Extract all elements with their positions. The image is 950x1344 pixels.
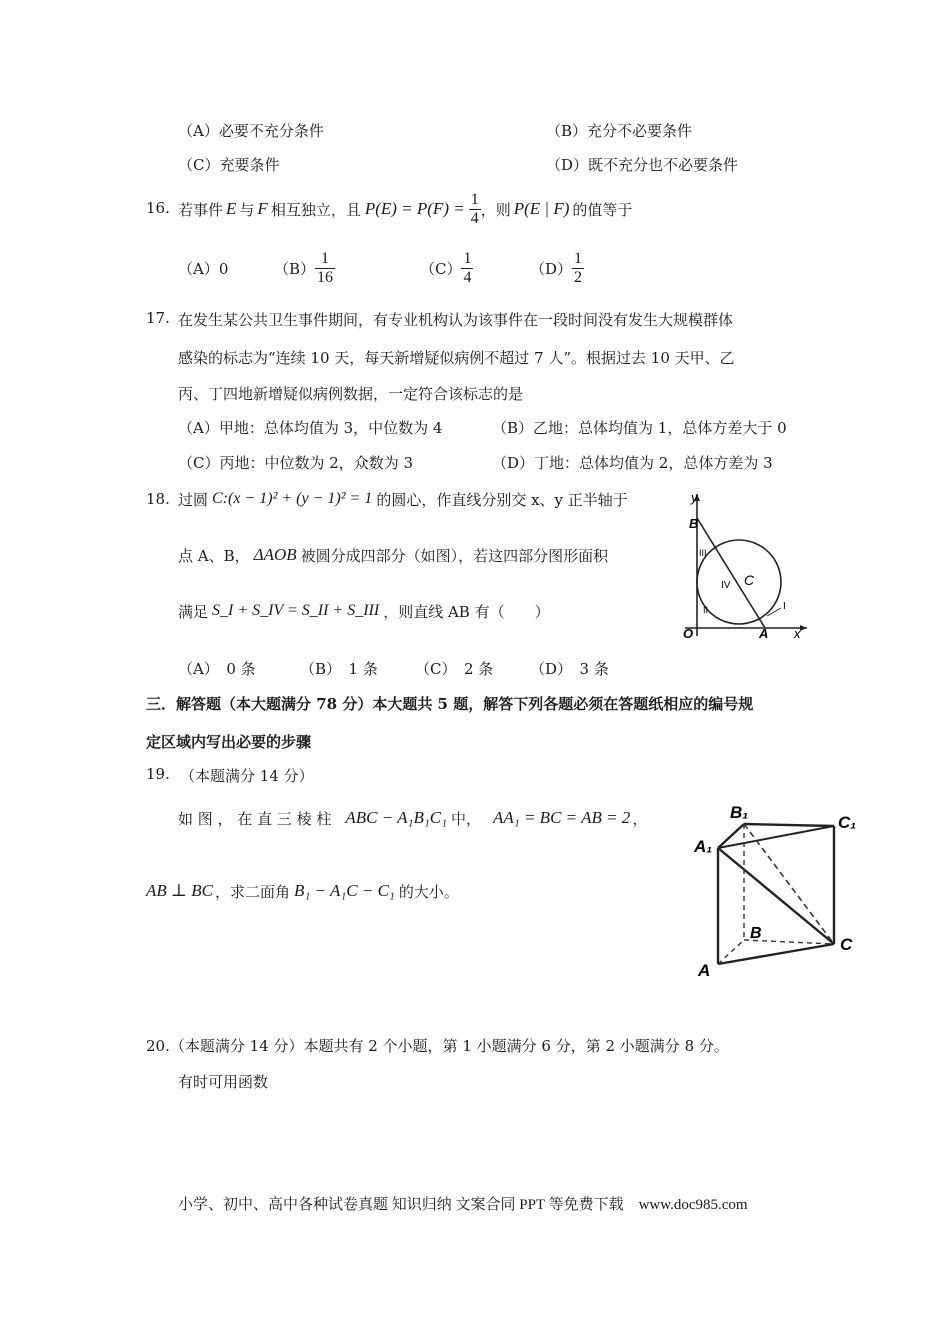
- q18-label-iii: III: [699, 548, 707, 558]
- q17-option-d: （D）丁地：总体均值为 2，总体方差为 3: [492, 454, 773, 472]
- q18-label-ii: II: [703, 605, 709, 615]
- q16-option-d-fraction: [572, 250, 584, 286]
- q18-option-a: （A） 0 条: [178, 660, 256, 678]
- q18-circle: [697, 540, 781, 624]
- q16-stem-e: 的值等于: [572, 200, 633, 219]
- q18-option-b: （B） 1 条: [300, 660, 378, 678]
- q19-label-c1: C₁: [838, 813, 857, 832]
- q18-line-1: [178, 484, 628, 514]
- q19-edge-a1c: [718, 848, 834, 944]
- q17-option-a: （A）甲地：总体均值为 3，中位数为 4: [178, 419, 443, 437]
- q16-option-c: [420, 248, 473, 288]
- q19-prism-figure: [690, 796, 865, 986]
- q16-option-b-den: 16: [317, 268, 334, 286]
- q16-option-b-num: 1: [321, 249, 330, 267]
- q18-line-2: [178, 540, 608, 570]
- q19-line-1c: ，: [632, 809, 648, 828]
- q16-option-d: [530, 248, 584, 288]
- q16-stem: [178, 189, 632, 229]
- q20-line-2: 有时可用函数: [178, 1073, 269, 1091]
- q18-circle-equation: C:(x − 1)² + (y − 1)² = 1: [212, 490, 373, 507]
- q18-option-d: （D） 3 条: [530, 660, 609, 678]
- q16-option-d-label: （D）: [530, 259, 573, 278]
- q19-label-b: B: [750, 925, 762, 942]
- q19-line-1b: 中，: [451, 809, 482, 828]
- q15-option-d: （D）既不充分也不必要条件: [546, 156, 739, 174]
- q15-option-b: （B）充分不必要条件: [546, 122, 693, 140]
- q18-line-2b: 被圆分成四部分（如图），若这四部分图形面积: [300, 546, 609, 565]
- q16-option-c-num: 1: [463, 249, 472, 267]
- q18-option-c: （C） 2 条: [415, 660, 494, 678]
- q19-edge-a1c1: [718, 826, 834, 848]
- q15-option-c: （C）充要条件: [178, 156, 280, 174]
- q16-stem-c: 相互独立，且: [270, 200, 361, 219]
- q18-line-3b: ，则直线 AB 有（ ）: [383, 602, 550, 621]
- q19-line-2: [146, 876, 459, 906]
- q16-event-f: F: [257, 199, 268, 218]
- q19-edge-ac: [718, 944, 834, 964]
- q18-label-iv: IV: [721, 580, 731, 591]
- q19-line-1a: 如 图 ， 在 直 三 棱 柱: [178, 809, 332, 828]
- q16-prob-equation: P(E) = P(F) =: [364, 199, 465, 218]
- q16-option-a-text: （A）0: [178, 259, 229, 278]
- q18-line-3a: 满足: [178, 602, 209, 621]
- q18-line-1b: 的圆心，作直线分别交 x、y 正半轴于: [376, 490, 628, 509]
- q16-option-c-label: （C）: [420, 259, 462, 278]
- q15-option-a: （A）必要不充分条件: [178, 122, 324, 140]
- q16-option-b-label: （B）: [274, 259, 316, 278]
- q19-label-a: A: [698, 961, 711, 980]
- q18-triangle: ΔAOB: [253, 545, 297, 564]
- q16-fraction-num: 1: [470, 190, 479, 208]
- q19-prism: ABC − A₁B₁C₁: [345, 808, 448, 827]
- q16-number: 16.: [146, 199, 170, 217]
- q16-conditional: P(E | F): [513, 199, 570, 218]
- q17-option-c: （C）丙地：中位数为 2，众数为 3: [178, 454, 414, 472]
- q16-option-c-fraction: [461, 250, 473, 286]
- q19-line-1: [178, 803, 647, 833]
- q19-perpendicular: AB ⊥ BC: [146, 881, 213, 900]
- q16-option-b: [274, 248, 335, 288]
- q18-label-x: x: [794, 626, 801, 638]
- q16-fraction-den: 4: [470, 209, 479, 227]
- q16-option-b-fraction: [315, 250, 335, 286]
- q18-number: 18.: [146, 490, 170, 508]
- q17-option-b: （B）乙地：总体均值为 1，总体方差大于 0: [492, 419, 787, 437]
- q19-dihedral-angle: B₁ − A₁C − C₁: [294, 881, 395, 900]
- q18-label-c: C: [744, 572, 755, 588]
- q19-score: （本题满分 14 分）: [180, 767, 314, 785]
- q19-equal-edges: AA₁ = BC = AB = 2: [493, 808, 631, 827]
- q18-x-arrow-icon: [800, 625, 807, 631]
- q16-stem-d: ，则: [480, 200, 511, 219]
- q20-line-1: 20.（本题满分 14 分）本题共有 2 个小题，第 1 小题满分 6 分，第 2 小题满分 8 分。: [146, 1037, 729, 1055]
- q16-option-d-den: 2: [574, 268, 583, 286]
- q16-option-a: [178, 248, 228, 288]
- q17-number: 17.: [146, 309, 170, 327]
- q17-line-1: 在发生某公共卫生事件期间，有专业机构认为该事件在一段时间没有发生大规模群体: [178, 311, 734, 329]
- q19-number: 19.: [146, 765, 170, 783]
- q16-stem-a: 若事件: [178, 200, 224, 219]
- q18-area-equation: S_I + S_IV = S_II + S_III: [212, 602, 380, 619]
- q18-label-i: I: [783, 601, 786, 612]
- q17-line-2: 感染的标志为“连续 10 天，每天新增疑似病例不超过 7 人”。根据过去 10 天甲、乙: [178, 349, 735, 367]
- q16-event-e: E: [226, 199, 237, 218]
- q18-line-3: [178, 596, 550, 626]
- q17-line-3: 丙、丁四地新增疑似病例数据，一定符合该标志的是: [178, 385, 524, 403]
- q18-line-2a: 点 A、B，: [178, 546, 250, 565]
- page-footer: 小学、初中、高中各种试卷真题 知识归纳 文案合同 PPT 等免费下载 www.doc985.com: [178, 1197, 748, 1213]
- q18-circle-figure: [675, 488, 815, 638]
- q18-label-a: A: [759, 626, 769, 638]
- q16-option-d-num: 1: [574, 249, 583, 267]
- q16-stem-b: 与: [239, 200, 255, 219]
- q18-label-y: y: [691, 490, 698, 505]
- section3-heading-line-2: 定区域内写出必要的步骤: [146, 733, 312, 751]
- q18-label-b: B: [689, 516, 699, 531]
- q19-edge-b1c1: [744, 824, 834, 826]
- q16-option-c-den: 4: [463, 268, 472, 286]
- section3-heading-line-1: 三．解答题（本大题满分 78 分）本大题共 5 题，解答下列各题必须在答题纸相应的编号规: [146, 695, 754, 713]
- q19-label-c: C: [840, 935, 853, 954]
- q19-line-2b: 的大小。: [398, 882, 459, 901]
- q19-line-2a: ，求二面角: [214, 882, 290, 901]
- q18-line-1a: 过圆: [178, 490, 209, 509]
- q19-label-a1: A₁: [694, 837, 713, 856]
- q18-label-o: O: [683, 626, 694, 638]
- q16-fraction: [469, 191, 481, 227]
- q19-label-b1: B₁: [730, 803, 749, 822]
